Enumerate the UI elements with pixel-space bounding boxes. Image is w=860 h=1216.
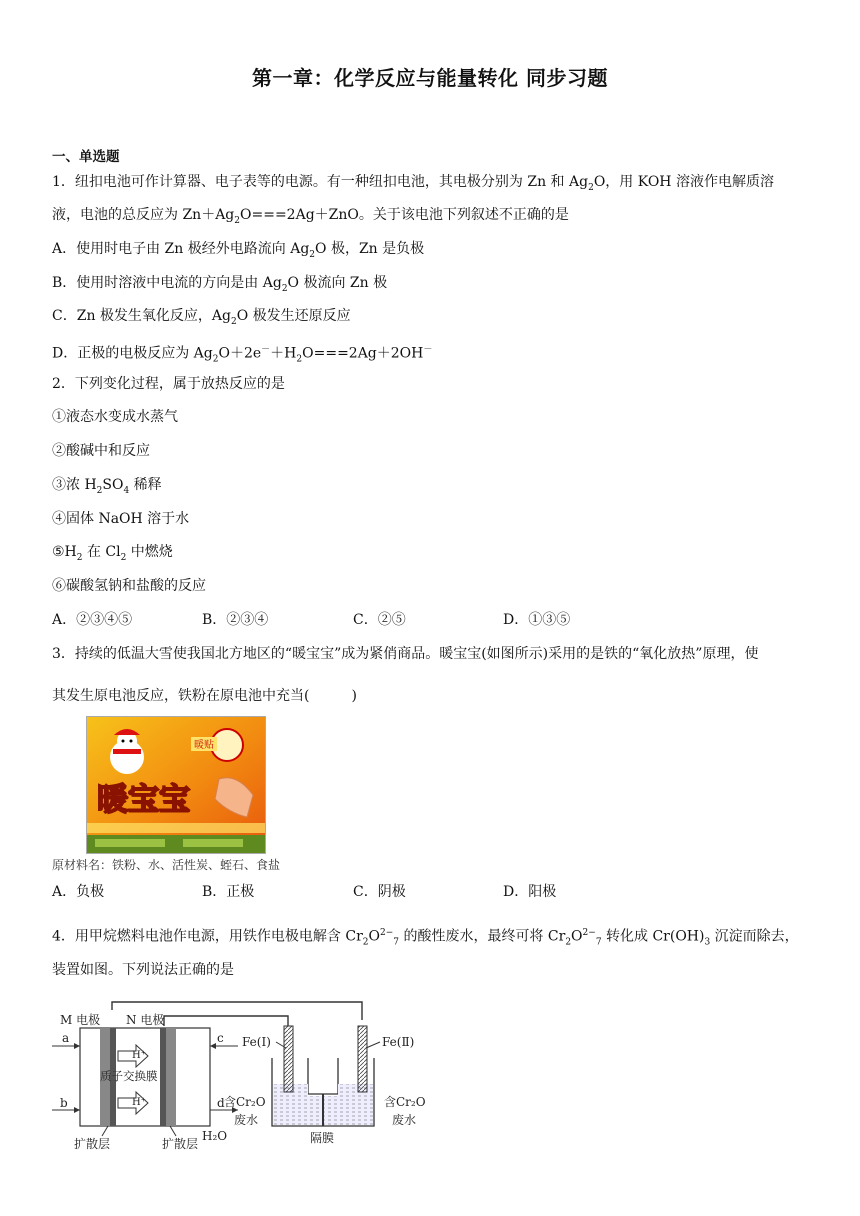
diffusion-layer-left: 扩散层 xyxy=(74,1137,111,1151)
q1-option-a: A．使用时电子由 Zn 极经外电路流向 $Ag_2O$ 极，Zn 是负极 xyxy=(52,241,425,260)
inlet-b: b xyxy=(60,1096,68,1110)
inlet-a: a xyxy=(62,1031,70,1045)
h-plus-lower: H⁺ xyxy=(132,1097,146,1108)
m-electrode-label: M 电极 xyxy=(60,1013,101,1027)
n-electrode-label: N 电极 xyxy=(126,1013,165,1027)
diffusion-layer-right: 扩散层 xyxy=(162,1137,199,1151)
membrane-label: 质子交换膜 xyxy=(100,1069,158,1083)
q4-stem-line-1: 4．用甲烷燃料电池作电源，用铁作电极电解含 $Cr_2O^{2-}_7$ 的酸性废水，最终可将 $Cr_2O^{2-}_7$ 转化成 $Cr(OH)_3$ 沉淀而除去， xyxy=(52,928,799,948)
electrolysis-diagram xyxy=(52,998,442,1158)
q2-option-c: C．②⑤ xyxy=(353,612,406,628)
q1-option-d: D．正极的电极反应为 $Ag_2O+2e^-+H_2O===2Ag+2OH^-$ xyxy=(52,345,433,365)
q2-stem: 2．下列变化过程，属于放热反应的是 xyxy=(52,376,285,392)
q2-option-b: B．②③④ xyxy=(202,612,269,628)
waste-water-right-1: 含Cr₂O xyxy=(384,1095,426,1109)
image-caption: 原材料名：铁粉、水、活性炭、蛭石、食盐 xyxy=(52,858,281,872)
q1-option-c: C．Zn 极发生氧化反应，$Ag_2O$ 极发生还原反应 xyxy=(52,308,351,327)
q4-stem-line-2: 装置如图。下列说法正确的是 xyxy=(52,962,234,978)
q3-option-d: D．阳极 xyxy=(503,884,557,900)
q2-item-2: ②酸碱中和反应 xyxy=(52,443,150,459)
q2-item-5: $⑤H_2$ 在 $Cl_2$ 中燃烧 xyxy=(52,544,173,563)
q3-option-a: A．负极 xyxy=(52,884,105,900)
waste-water-right-2: 废水 xyxy=(392,1113,417,1127)
q3-stem-line-1: 3．持续的低温大雪使我国北方地区的“暖宝宝”成为紧俏商品。暖宝宝(如图所示)采用的是铁的“氧化放热”原理，使 xyxy=(52,646,759,662)
nuanbaobao-product-image xyxy=(86,716,266,854)
water-outlet: H₂O xyxy=(202,1129,228,1143)
fe1-label: Fe(Ⅰ) xyxy=(242,1035,271,1049)
inlet-c: c xyxy=(217,1031,224,1045)
q1-stem-line-1: 1．纽扣电池可作计算器、电子表等的电源。有一种纽扣电池，其电极分别为 Zn 和 $Ag_2O$，用 KOH 溶液作电解质溶 xyxy=(52,174,774,193)
q1-option-b: B．使用时溶液中电流的方向是由 $Ag_2O$ 极流向 Zn 极 xyxy=(52,275,388,294)
q3-option-c: C．阴极 xyxy=(353,884,406,900)
q2-option-a: A．②③④⑤ xyxy=(52,612,133,628)
q2-item-6: ⑥碳酸氢钠和盐酸的反应 xyxy=(52,578,206,594)
q2-item-3: ③浓 $H_2SO_4$ 稀释 xyxy=(52,477,162,496)
section-heading: 一、单选题 xyxy=(52,149,120,165)
product-badge: 暖贴 xyxy=(194,740,214,751)
q2-item-1: ①液态水变成水蒸气 xyxy=(52,409,178,425)
product-name: 暖宝宝 xyxy=(97,782,190,818)
page-title: 第一章：化学反应与能量转化 同步习题 xyxy=(252,66,608,90)
q3-stem-line-2: 其发生原电池反应，铁粉在原电池中充当( ) xyxy=(52,688,357,704)
waste-water-left-1: 含Cr₂O xyxy=(224,1095,266,1109)
q1-stem-line-2: 液，电池的总反应为 $Zn+Ag_2O===2Ag+ZnO$。关于该电池下列叙述不正确的是 xyxy=(52,207,569,226)
q3-option-b: B．正极 xyxy=(202,884,255,900)
q2-option-d: D．①③⑤ xyxy=(503,612,571,628)
outlet-d: d xyxy=(217,1096,225,1110)
separator-label: 隔膜 xyxy=(310,1131,335,1145)
h-plus-upper: H⁺ xyxy=(132,1050,146,1061)
q2-item-4: ④固体 NaOH 溶于水 xyxy=(52,511,190,527)
fe2-label: Fe(Ⅱ) xyxy=(382,1035,415,1049)
waste-water-left-2: 废水 xyxy=(234,1113,259,1127)
